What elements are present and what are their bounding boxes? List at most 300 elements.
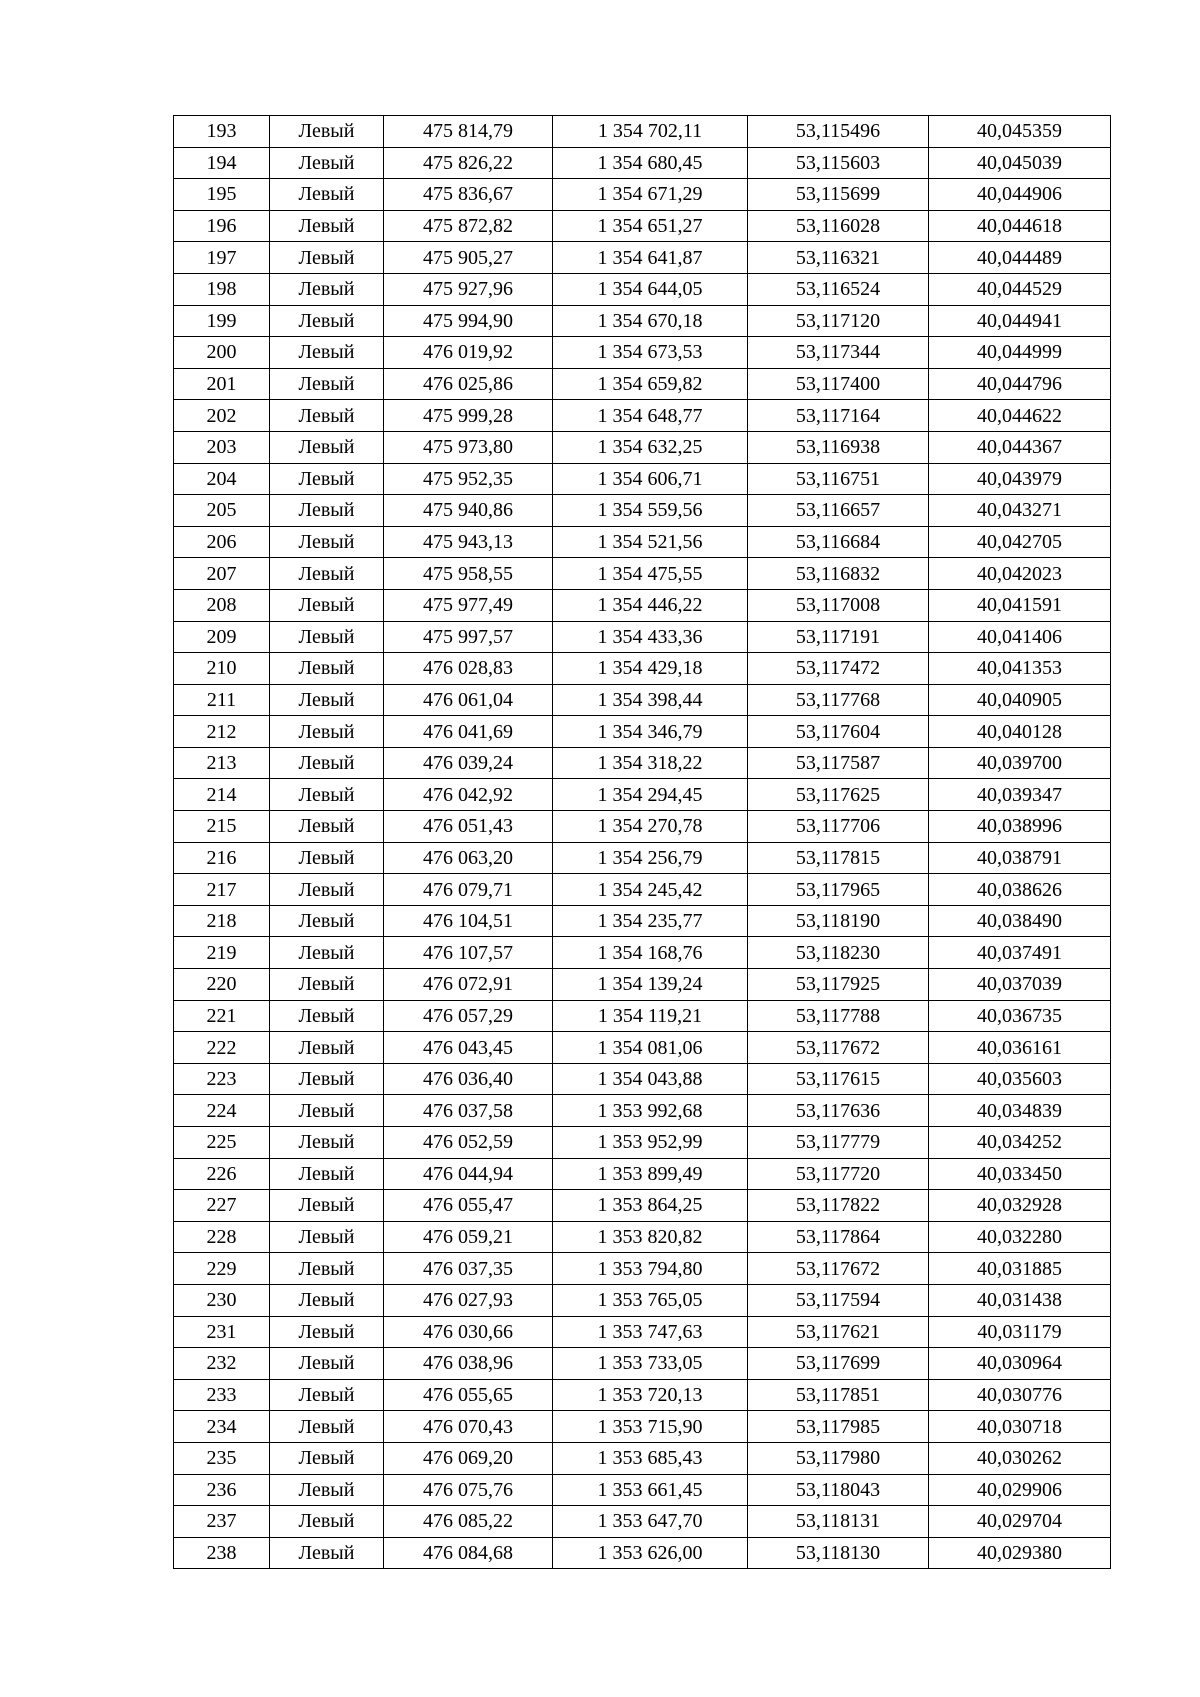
latitude-cell: 53,117965 — [748, 874, 929, 906]
longitude-cell: 40,030776 — [929, 1379, 1111, 1411]
latitude-cell: 53,115603 — [748, 147, 929, 179]
point-number-cell: 238 — [174, 1537, 270, 1569]
point-number-cell: 201 — [174, 368, 270, 400]
side-cell: Левый — [270, 463, 384, 495]
side-cell: Левый — [270, 147, 384, 179]
latitude-cell: 53,117604 — [748, 716, 929, 748]
table-row — [174, 558, 1111, 590]
table-row — [174, 1063, 1111, 1095]
latitude-cell: 53,116751 — [748, 463, 929, 495]
longitude-cell: 40,031885 — [929, 1253, 1111, 1285]
longitude-cell: 40,039347 — [929, 779, 1111, 811]
longitude-cell: 40,031438 — [929, 1284, 1111, 1316]
y-coordinate-cell: 1 353 747,63 — [553, 1316, 748, 1348]
table-row — [174, 210, 1111, 242]
longitude-cell: 40,040905 — [929, 684, 1111, 716]
x-coordinate-cell: 476 044,94 — [384, 1158, 553, 1190]
latitude-cell: 53,117472 — [748, 653, 929, 685]
table-row — [174, 1411, 1111, 1443]
longitude-cell: 40,044489 — [929, 242, 1111, 274]
latitude-cell: 53,117822 — [748, 1190, 929, 1222]
x-coordinate-cell: 476 104,51 — [384, 905, 553, 937]
point-number-cell: 209 — [174, 621, 270, 653]
y-coordinate-cell: 1 354 081,06 — [553, 1032, 748, 1064]
y-coordinate-cell: 1 354 641,87 — [553, 242, 748, 274]
latitude-cell: 53,117615 — [748, 1063, 929, 1095]
table-row — [174, 1127, 1111, 1159]
table-row — [174, 842, 1111, 874]
x-coordinate-cell: 475 872,82 — [384, 210, 553, 242]
latitude-cell: 53,118190 — [748, 905, 929, 937]
point-number-cell: 214 — [174, 779, 270, 811]
latitude-cell: 53,117672 — [748, 1032, 929, 1064]
y-coordinate-cell: 1 353 765,05 — [553, 1284, 748, 1316]
latitude-cell: 53,116028 — [748, 210, 929, 242]
point-number-cell: 211 — [174, 684, 270, 716]
table-row — [174, 1095, 1111, 1127]
x-coordinate-cell: 476 019,92 — [384, 337, 553, 369]
x-coordinate-cell: 475 836,67 — [384, 179, 553, 211]
x-coordinate-cell: 475 973,80 — [384, 431, 553, 463]
latitude-cell: 53,117120 — [748, 305, 929, 337]
x-coordinate-cell: 475 997,57 — [384, 621, 553, 653]
x-coordinate-cell: 476 070,43 — [384, 1411, 553, 1443]
longitude-cell: 40,044906 — [929, 179, 1111, 211]
table-row — [174, 747, 1111, 779]
x-coordinate-cell: 476 061,04 — [384, 684, 553, 716]
y-coordinate-cell: 1 354 670,18 — [553, 305, 748, 337]
table-row — [174, 969, 1111, 1001]
side-cell: Левый — [270, 1158, 384, 1190]
table-row — [174, 1253, 1111, 1285]
y-coordinate-cell: 1 353 864,25 — [553, 1190, 748, 1222]
longitude-cell: 40,041353 — [929, 653, 1111, 685]
table-row — [174, 495, 1111, 527]
x-coordinate-cell: 475 994,90 — [384, 305, 553, 337]
y-coordinate-cell: 1 354 446,22 — [553, 589, 748, 621]
table-row — [174, 1190, 1111, 1222]
x-coordinate-cell: 476 107,57 — [384, 937, 553, 969]
x-coordinate-cell: 476 051,43 — [384, 811, 553, 843]
longitude-cell: 40,039700 — [929, 747, 1111, 779]
point-number-cell: 208 — [174, 589, 270, 621]
y-coordinate-cell: 1 353 715,90 — [553, 1411, 748, 1443]
side-cell: Левый — [270, 1474, 384, 1506]
x-coordinate-cell: 476 027,93 — [384, 1284, 553, 1316]
latitude-cell: 53,117008 — [748, 589, 929, 621]
point-number-cell: 235 — [174, 1442, 270, 1474]
y-coordinate-cell: 1 354 702,11 — [553, 116, 748, 148]
point-number-cell: 213 — [174, 747, 270, 779]
side-cell: Левый — [270, 811, 384, 843]
y-coordinate-cell: 1 354 673,53 — [553, 337, 748, 369]
side-cell: Левый — [270, 1095, 384, 1127]
point-number-cell: 202 — [174, 400, 270, 432]
longitude-cell: 40,043271 — [929, 495, 1111, 527]
latitude-cell: 53,115699 — [748, 179, 929, 211]
y-coordinate-cell: 1 354 318,22 — [553, 747, 748, 779]
side-cell: Левый — [270, 1063, 384, 1095]
table-row — [174, 1221, 1111, 1253]
y-coordinate-cell: 1 354 245,42 — [553, 874, 748, 906]
latitude-cell: 53,116657 — [748, 495, 929, 527]
x-coordinate-cell: 476 042,92 — [384, 779, 553, 811]
latitude-cell: 53,117925 — [748, 969, 929, 1001]
table-row — [174, 779, 1111, 811]
side-cell: Левый — [270, 431, 384, 463]
y-coordinate-cell: 1 354 433,36 — [553, 621, 748, 653]
longitude-cell: 40,045039 — [929, 147, 1111, 179]
x-coordinate-cell: 475 905,27 — [384, 242, 553, 274]
x-coordinate-cell: 476 072,91 — [384, 969, 553, 1001]
y-coordinate-cell: 1 353 820,82 — [553, 1221, 748, 1253]
side-cell: Левый — [270, 1000, 384, 1032]
longitude-cell: 40,041591 — [929, 589, 1111, 621]
longitude-cell: 40,044618 — [929, 210, 1111, 242]
side-cell: Левый — [270, 1032, 384, 1064]
point-number-cell: 230 — [174, 1284, 270, 1316]
side-cell: Левый — [270, 1253, 384, 1285]
side-cell: Левый — [270, 1442, 384, 1474]
x-coordinate-cell: 476 055,47 — [384, 1190, 553, 1222]
point-number-cell: 234 — [174, 1411, 270, 1443]
table-row — [174, 1348, 1111, 1380]
point-number-cell: 218 — [174, 905, 270, 937]
y-coordinate-cell: 1 354 475,55 — [553, 558, 748, 590]
coordinates-table-body — [174, 116, 1111, 1569]
y-coordinate-cell: 1 354 256,79 — [553, 842, 748, 874]
latitude-cell: 53,115496 — [748, 116, 929, 148]
longitude-cell: 40,037039 — [929, 969, 1111, 1001]
longitude-cell: 40,042023 — [929, 558, 1111, 590]
x-coordinate-cell: 475 814,79 — [384, 116, 553, 148]
point-number-cell: 226 — [174, 1158, 270, 1190]
table-row — [174, 1158, 1111, 1190]
longitude-cell: 40,044999 — [929, 337, 1111, 369]
longitude-cell: 40,030262 — [929, 1442, 1111, 1474]
point-number-cell: 225 — [174, 1127, 270, 1159]
longitude-cell: 40,030718 — [929, 1411, 1111, 1443]
latitude-cell: 53,117768 — [748, 684, 929, 716]
table-row — [174, 368, 1111, 400]
y-coordinate-cell: 1 354 119,21 — [553, 1000, 748, 1032]
longitude-cell: 40,034252 — [929, 1127, 1111, 1159]
longitude-cell: 40,032928 — [929, 1190, 1111, 1222]
x-coordinate-cell: 476 030,66 — [384, 1316, 553, 1348]
y-coordinate-cell: 1 354 346,79 — [553, 716, 748, 748]
side-cell: Левый — [270, 1284, 384, 1316]
y-coordinate-cell: 1 354 235,77 — [553, 905, 748, 937]
y-coordinate-cell: 1 354 680,45 — [553, 147, 748, 179]
point-number-cell: 212 — [174, 716, 270, 748]
point-number-cell: 215 — [174, 811, 270, 843]
longitude-cell: 40,035603 — [929, 1063, 1111, 1095]
point-number-cell: 222 — [174, 1032, 270, 1064]
side-cell: Левый — [270, 179, 384, 211]
x-coordinate-cell: 476 057,29 — [384, 1000, 553, 1032]
y-coordinate-cell: 1 354 398,44 — [553, 684, 748, 716]
y-coordinate-cell: 1 353 733,05 — [553, 1348, 748, 1380]
side-cell: Левый — [270, 305, 384, 337]
table-row — [174, 179, 1111, 211]
point-number-cell: 193 — [174, 116, 270, 148]
latitude-cell: 53,117164 — [748, 400, 929, 432]
y-coordinate-cell: 1 354 429,18 — [553, 653, 748, 685]
side-cell: Левый — [270, 684, 384, 716]
longitude-cell: 40,036161 — [929, 1032, 1111, 1064]
point-number-cell: 217 — [174, 874, 270, 906]
y-coordinate-cell: 1 354 648,77 — [553, 400, 748, 432]
table-row — [174, 1284, 1111, 1316]
x-coordinate-cell: 476 059,21 — [384, 1221, 553, 1253]
table-row — [174, 116, 1111, 148]
longitude-cell: 40,045359 — [929, 116, 1111, 148]
table-row — [174, 1316, 1111, 1348]
latitude-cell: 53,118130 — [748, 1537, 929, 1569]
side-cell: Левый — [270, 1127, 384, 1159]
x-coordinate-cell: 476 036,40 — [384, 1063, 553, 1095]
y-coordinate-cell: 1 353 899,49 — [553, 1158, 748, 1190]
table-row — [174, 337, 1111, 369]
longitude-cell: 40,034839 — [929, 1095, 1111, 1127]
point-number-cell: 195 — [174, 179, 270, 211]
side-cell: Левый — [270, 1379, 384, 1411]
longitude-cell: 40,029906 — [929, 1474, 1111, 1506]
side-cell: Левый — [270, 368, 384, 400]
x-coordinate-cell: 476 037,35 — [384, 1253, 553, 1285]
longitude-cell: 40,032280 — [929, 1221, 1111, 1253]
x-coordinate-cell: 476 039,24 — [384, 747, 553, 779]
longitude-cell: 40,029704 — [929, 1506, 1111, 1538]
x-coordinate-cell: 475 943,13 — [384, 526, 553, 558]
latitude-cell: 53,117985 — [748, 1411, 929, 1443]
x-coordinate-cell: 476 028,83 — [384, 653, 553, 685]
x-coordinate-cell: 476 055,65 — [384, 1379, 553, 1411]
longitude-cell: 40,040128 — [929, 716, 1111, 748]
y-coordinate-cell: 1 354 043,88 — [553, 1063, 748, 1095]
table-row — [174, 621, 1111, 653]
latitude-cell: 53,117980 — [748, 1442, 929, 1474]
latitude-cell: 53,117587 — [748, 747, 929, 779]
x-coordinate-cell: 476 025,86 — [384, 368, 553, 400]
longitude-cell: 40,044622 — [929, 400, 1111, 432]
side-cell: Левый — [270, 1537, 384, 1569]
side-cell: Левый — [270, 747, 384, 779]
y-coordinate-cell: 1 354 606,71 — [553, 463, 748, 495]
coordinates-table — [173, 115, 1111, 1569]
x-coordinate-cell: 475 952,35 — [384, 463, 553, 495]
point-number-cell: 206 — [174, 526, 270, 558]
y-coordinate-cell: 1 353 661,45 — [553, 1474, 748, 1506]
longitude-cell: 40,038490 — [929, 905, 1111, 937]
side-cell: Левый — [270, 716, 384, 748]
table-row — [174, 1506, 1111, 1538]
latitude-cell: 53,117400 — [748, 368, 929, 400]
y-coordinate-cell: 1 354 632,25 — [553, 431, 748, 463]
point-number-cell: 228 — [174, 1221, 270, 1253]
side-cell: Левый — [270, 273, 384, 305]
y-coordinate-cell: 1 353 685,43 — [553, 1442, 748, 1474]
point-number-cell: 223 — [174, 1063, 270, 1095]
side-cell: Левый — [270, 1506, 384, 1538]
side-cell: Левый — [270, 874, 384, 906]
latitude-cell: 53,117706 — [748, 811, 929, 843]
latitude-cell: 53,117699 — [748, 1348, 929, 1380]
latitude-cell: 53,116524 — [748, 273, 929, 305]
point-number-cell: 198 — [174, 273, 270, 305]
table-row — [174, 526, 1111, 558]
table-row — [174, 305, 1111, 337]
point-number-cell: 236 — [174, 1474, 270, 1506]
x-coordinate-cell: 476 085,22 — [384, 1506, 553, 1538]
y-coordinate-cell: 1 354 168,76 — [553, 937, 748, 969]
point-number-cell: 229 — [174, 1253, 270, 1285]
side-cell: Левый — [270, 842, 384, 874]
table-row — [174, 273, 1111, 305]
side-cell: Левый — [270, 1348, 384, 1380]
y-coordinate-cell: 1 354 651,27 — [553, 210, 748, 242]
table-row — [174, 684, 1111, 716]
longitude-cell: 40,044796 — [929, 368, 1111, 400]
point-number-cell: 232 — [174, 1348, 270, 1380]
x-coordinate-cell: 476 063,20 — [384, 842, 553, 874]
table-row — [174, 716, 1111, 748]
table-row — [174, 1000, 1111, 1032]
side-cell: Левый — [270, 1221, 384, 1253]
side-cell: Левый — [270, 526, 384, 558]
x-coordinate-cell: 476 075,76 — [384, 1474, 553, 1506]
latitude-cell: 53,118043 — [748, 1474, 929, 1506]
table-row — [174, 242, 1111, 274]
side-cell: Левый — [270, 337, 384, 369]
y-coordinate-cell: 1 353 794,80 — [553, 1253, 748, 1285]
table-row — [174, 874, 1111, 906]
table-row — [174, 431, 1111, 463]
point-number-cell: 197 — [174, 242, 270, 274]
x-coordinate-cell: 475 958,55 — [384, 558, 553, 590]
point-number-cell: 200 — [174, 337, 270, 369]
table-row — [174, 1474, 1111, 1506]
table-row — [174, 463, 1111, 495]
latitude-cell: 53,118230 — [748, 937, 929, 969]
latitude-cell: 53,117720 — [748, 1158, 929, 1190]
side-cell: Левый — [270, 495, 384, 527]
point-number-cell: 207 — [174, 558, 270, 590]
table-row — [174, 589, 1111, 621]
latitude-cell: 53,116321 — [748, 242, 929, 274]
point-number-cell: 196 — [174, 210, 270, 242]
side-cell: Левый — [270, 1411, 384, 1443]
longitude-cell: 40,041406 — [929, 621, 1111, 653]
x-coordinate-cell: 476 084,68 — [384, 1537, 553, 1569]
latitude-cell: 53,117594 — [748, 1284, 929, 1316]
x-coordinate-cell: 475 927,96 — [384, 273, 553, 305]
side-cell: Левый — [270, 937, 384, 969]
x-coordinate-cell: 476 052,59 — [384, 1127, 553, 1159]
x-coordinate-cell: 476 069,20 — [384, 1442, 553, 1474]
y-coordinate-cell: 1 354 294,45 — [553, 779, 748, 811]
y-coordinate-cell: 1 354 659,82 — [553, 368, 748, 400]
point-number-cell: 205 — [174, 495, 270, 527]
longitude-cell: 40,033450 — [929, 1158, 1111, 1190]
latitude-cell: 53,117636 — [748, 1095, 929, 1127]
point-number-cell: 220 — [174, 969, 270, 1001]
latitude-cell: 53,117815 — [748, 842, 929, 874]
table-row — [174, 811, 1111, 843]
side-cell: Левый — [270, 1190, 384, 1222]
x-coordinate-cell: 476 043,45 — [384, 1032, 553, 1064]
point-number-cell: 221 — [174, 1000, 270, 1032]
y-coordinate-cell: 1 354 139,24 — [553, 969, 748, 1001]
y-coordinate-cell: 1 353 992,68 — [553, 1095, 748, 1127]
point-number-cell: 216 — [174, 842, 270, 874]
latitude-cell: 53,116684 — [748, 526, 929, 558]
latitude-cell: 53,117851 — [748, 1379, 929, 1411]
x-coordinate-cell: 475 826,22 — [384, 147, 553, 179]
table-row — [174, 1379, 1111, 1411]
y-coordinate-cell: 1 353 952,99 — [553, 1127, 748, 1159]
side-cell: Левый — [270, 1316, 384, 1348]
point-number-cell: 203 — [174, 431, 270, 463]
point-number-cell: 237 — [174, 1506, 270, 1538]
point-number-cell: 219 — [174, 937, 270, 969]
longitude-cell: 40,044941 — [929, 305, 1111, 337]
x-coordinate-cell: 476 037,58 — [384, 1095, 553, 1127]
point-number-cell: 210 — [174, 653, 270, 685]
latitude-cell: 53,118131 — [748, 1506, 929, 1538]
latitude-cell: 53,117788 — [748, 1000, 929, 1032]
point-number-cell: 204 — [174, 463, 270, 495]
side-cell: Левый — [270, 621, 384, 653]
latitude-cell: 53,116938 — [748, 431, 929, 463]
latitude-cell: 53,117625 — [748, 779, 929, 811]
y-coordinate-cell: 1 354 559,56 — [553, 495, 748, 527]
side-cell: Левый — [270, 653, 384, 685]
latitude-cell: 53,117621 — [748, 1316, 929, 1348]
y-coordinate-cell: 1 354 270,78 — [553, 811, 748, 843]
point-number-cell: 231 — [174, 1316, 270, 1348]
longitude-cell: 40,030964 — [929, 1348, 1111, 1380]
latitude-cell: 53,116832 — [748, 558, 929, 590]
y-coordinate-cell: 1 354 521,56 — [553, 526, 748, 558]
table-row — [174, 400, 1111, 432]
x-coordinate-cell: 476 038,96 — [384, 1348, 553, 1380]
side-cell: Левый — [270, 242, 384, 274]
side-cell: Левый — [270, 969, 384, 1001]
table-row — [174, 653, 1111, 685]
point-number-cell: 194 — [174, 147, 270, 179]
latitude-cell: 53,117191 — [748, 621, 929, 653]
table-row — [174, 1537, 1111, 1569]
point-number-cell: 233 — [174, 1379, 270, 1411]
longitude-cell: 40,044367 — [929, 431, 1111, 463]
table-row — [174, 1442, 1111, 1474]
side-cell: Левый — [270, 400, 384, 432]
point-number-cell: 199 — [174, 305, 270, 337]
longitude-cell: 40,038791 — [929, 842, 1111, 874]
latitude-cell: 53,117672 — [748, 1253, 929, 1285]
longitude-cell: 40,038626 — [929, 874, 1111, 906]
side-cell: Левый — [270, 116, 384, 148]
latitude-cell: 53,117344 — [748, 337, 929, 369]
side-cell: Левый — [270, 905, 384, 937]
y-coordinate-cell: 1 354 671,29 — [553, 179, 748, 211]
table-row — [174, 937, 1111, 969]
latitude-cell: 53,117864 — [748, 1221, 929, 1253]
y-coordinate-cell: 1 353 626,00 — [553, 1537, 748, 1569]
longitude-cell: 40,029380 — [929, 1537, 1111, 1569]
x-coordinate-cell: 475 977,49 — [384, 589, 553, 621]
